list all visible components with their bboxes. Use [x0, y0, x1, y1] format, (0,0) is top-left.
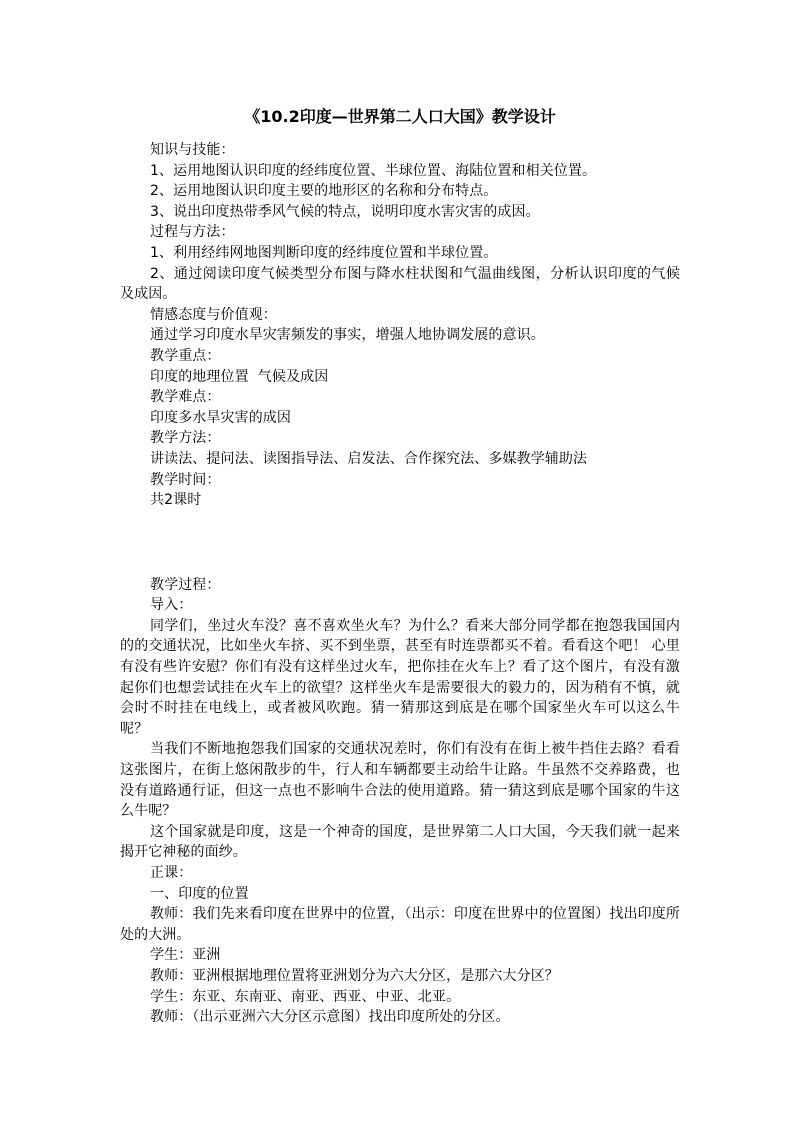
paragraph: 学生：东亚、东南亚、南亚、西亚、中亚、北亚。 — [150, 988, 461, 1005]
section-heading: 过程与方法： — [150, 224, 235, 241]
spacer — [120, 511, 680, 575]
section-heading: 情感态度与价值观： — [150, 306, 277, 323]
paragraph: 2、通过阅读印度气候类型分布图与降水柱状图和气温曲线图，分析认识印度的气候及成因。 — [120, 265, 680, 303]
paragraph: 1、利用经纬网地图判断印度的经纬度位置和半球位置。 — [150, 244, 498, 261]
paragraph: 3、说出印度热带季风气候的特点，说明印度水害灾害的成因。 — [150, 203, 540, 220]
section-heading: 导入： — [150, 597, 193, 614]
section-heading: 教学重点： — [150, 347, 221, 364]
document-body — [120, 140, 680, 1028]
paragraph: 印度多水旱灾害的成因 — [150, 409, 291, 426]
paragraph: 通过学习印度水旱灾害频发的事实，增强人地协调发展的意识。 — [150, 327, 545, 344]
section-heading: 教学过程： — [150, 576, 221, 593]
paragraph: 讲读法、提问法、读图指导法、启发法、合作探究法、多媒教学辅助法 — [150, 450, 588, 467]
paragraph: 2、运用地图认识印度主要的地形区的名称和分布特点。 — [150, 183, 498, 200]
paragraph: 1、运用地图认识印度的经纬度位置、半球位置、海陆位置和相关位置。 — [150, 162, 597, 179]
paragraph: 教师：亚洲根据地理位置将亚洲划分为六大分区，是那六大分区？ — [150, 967, 559, 984]
section-heading: 正课： — [150, 865, 193, 881]
paragraph: 同学们，坐过火车没？喜不喜欢坐火车？为什么？看来大部分同学都在抱怨我国国内的的交通状况，比如坐火车挤、买不到坐票，甚至有时连票都买不着。看看这个吧！ 心里有没有些许安慰？你们有没有这样坐过火车，把你挂在火车上？看了这个图片，有没有激起你们也想尝试挂在火车上的欲望？这样坐火车是需要很大的毅力的，因为稍有不慎，就会时不时挂在电线上，或者被风吹跑。猜一猜那这到底是在哪个国家坐火车可以这么牛呢？ — [120, 617, 680, 737]
section-heading: 教学难点： — [150, 389, 221, 406]
paragraph: 这个国家就是印度，这是一个神奇的国度，是世界第二人口大国，今天我们就一起来揭开它神秘的面纱。 — [120, 823, 680, 861]
paragraph: 教师：（出示亚洲六大分区示意图）找出印度所处的分区。 — [150, 1009, 510, 1026]
paragraph: 当我们不断地抱怨我们国家的交通状况差时，你们有没有在街上被牛挡住去路？看看这张图片，在街上悠闲散步的牛，行人和车辆都要主动给牛让路。牛虽然不交养路费，也没有道路通行证，但这一点也不影响牛合法的使用道路。猜一猜这到底是哪个国家的牛这么牛呢？ — [120, 741, 680, 820]
section-heading: 教学时间： — [150, 471, 221, 488]
section-heading: 教学方法： — [150, 430, 221, 447]
paragraph: 学生：亚洲 — [150, 947, 221, 964]
section-heading: 知识与技能： — [150, 142, 235, 158]
paragraph: 印度的地理位置 气候及成因 — [150, 368, 329, 385]
document-title: 《10.2印度—世界第二人口大国》教学设计 — [244, 107, 556, 126]
paragraph: 教师：我们先来看印度在世界中的位置，（出示：印度在世界中的位置图）找出印度所处的大洲。 — [120, 906, 680, 943]
section-heading: 一、印度的位置 — [150, 885, 249, 902]
paragraph: 共2课时 — [150, 492, 202, 509]
